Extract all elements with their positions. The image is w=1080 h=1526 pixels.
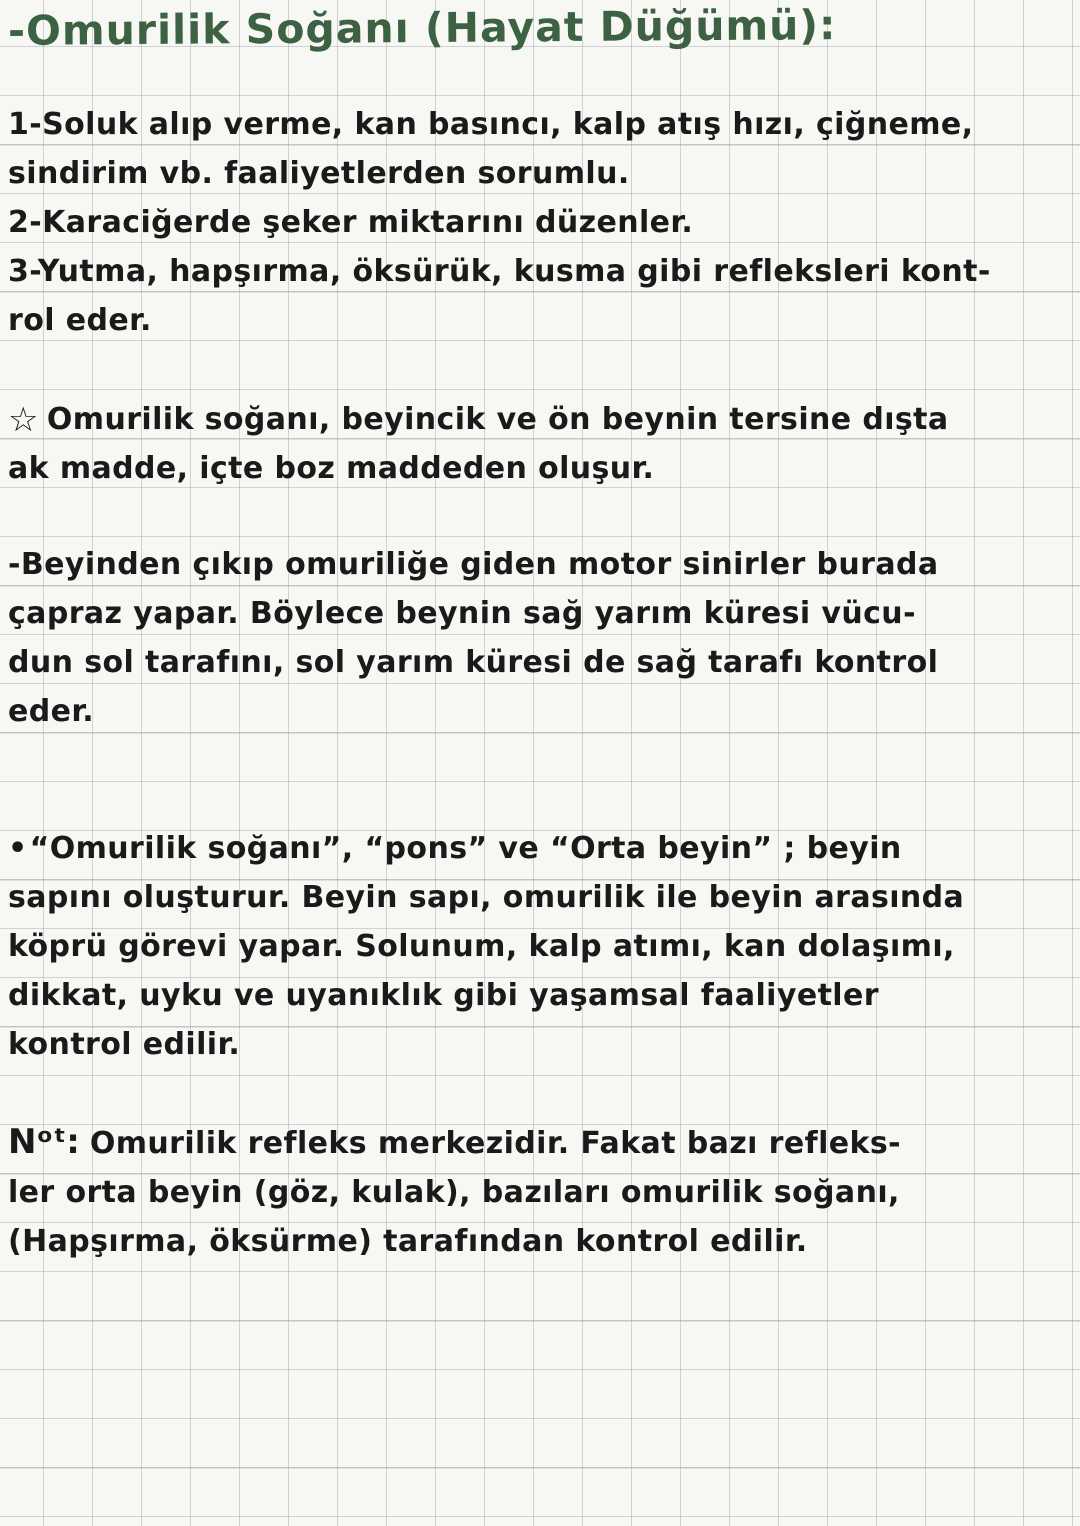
section-brainstem [8, 824, 1080, 1069]
note-line: ak madde, içte boz maddeden oluşur. [8, 451, 655, 486]
note-line: dun sol tarafını, sol yarım küresi de sağ tarafı kontrol [8, 645, 939, 680]
note-line [8, 1118, 1080, 1168]
note-line: çapraz yapar. Böylece beynin sağ yarım küresi vücu- [8, 596, 916, 631]
note-line-text: Omurilik refleks merkezidir. Fakat bazı refleks- [89, 1126, 901, 1161]
note-line-text: Omurilik soğanı, beyincik ve ön beynin tersine dışta [46, 402, 949, 437]
section-numbered-functions [8, 100, 1080, 345]
note-line: rol eder. [8, 303, 152, 338]
section-not-reflex [8, 1118, 1080, 1266]
bullet-icon: • [8, 831, 28, 866]
note-title: -Omurilik Soğanı (Hayat Düğümü): [7, 1, 837, 55]
note-line: dikkat, uyku ve uyanıklık gibi yaşamsal faaliyetler [8, 978, 879, 1013]
note-line: eder. [8, 694, 95, 729]
note-line: 1-Soluk alıp verme, kan basıncı, kalp atış hızı, çiğneme, [8, 107, 974, 142]
note-line: sapını oluşturur. Beyin sapı, omurilik ile beyin arasında [8, 880, 965, 915]
note-line: (Hapşırma, öksürme) tarafından kontrol edilir. [8, 1224, 808, 1259]
note-line: kontrol edilir. [8, 1027, 241, 1062]
section-crossing-nerves [8, 540, 1080, 736]
section-star-note [8, 394, 1080, 493]
note-line [8, 394, 1080, 444]
note-line: 2-Karaciğerde şeker miktarını düzenler. [8, 205, 694, 240]
note-line: sindirim vb. faaliyetlerden sorumlu. [8, 156, 630, 191]
note-line [8, 824, 1080, 873]
note-line: ler orta beyin (göz, kulak), bazıları omurilik soğanı, [8, 1175, 900, 1210]
note-line: -Beyinden çıkıp omuriliğe giden motor sinirler burada [8, 547, 939, 582]
star-icon: ☆ [8, 400, 39, 440]
note-line: 3-Yutma, hapşırma, öksürük, kusma gibi refleksleri kont- [8, 254, 991, 289]
note-line-text: “Omurilik soğanı”, “pons” ve “Orta beyin” ; beyin [29, 831, 902, 866]
not-marker: Nᵒᵗ: [8, 1122, 80, 1162]
note-line: köprü görevi yapar. Solunum, kalp atımı, kan dolaşımı, [8, 929, 955, 964]
